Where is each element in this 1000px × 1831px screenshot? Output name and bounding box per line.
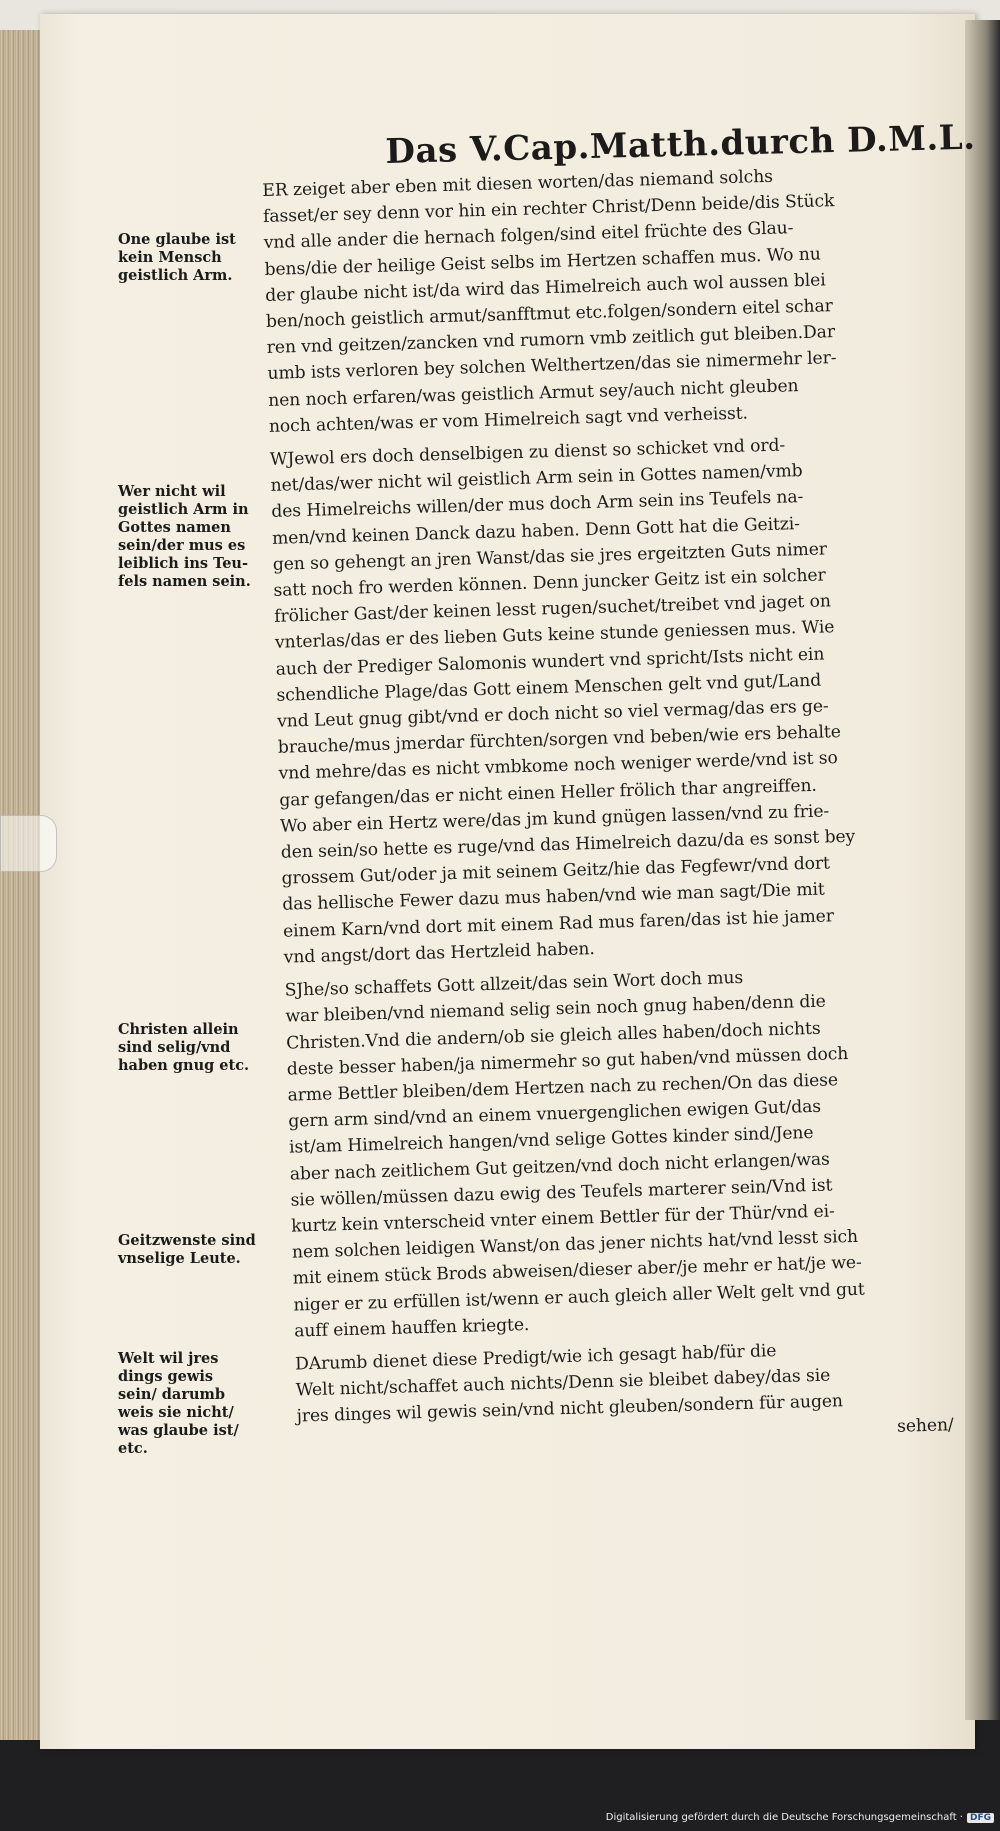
text-line: nem solchen leidigen Wanst/on das jener nichts hat/vnd lesst sich (291, 1226, 859, 1263)
text-line: jres dinges wil gewis sein/vnd nicht gleuben/sondern für augen (296, 1391, 844, 1427)
text-line: des Himelreichs willen/der mus doch Arm sein ins Teufels na- (271, 487, 804, 523)
text-line: vnd alle ander die hernach folgen/sind eitel früchte des Glau- (263, 218, 794, 254)
text-line: noch achten/was er vom Himelreich sagt vnd verheisst. (268, 403, 749, 437)
paragraph (262, 159, 964, 440)
text-line: sehen/ (896, 1414, 954, 1437)
text-line: WJewol ers doch denselbigen zu dienst so schicket vnd ord- (269, 435, 786, 470)
marginal-note-line: Christen allein (118, 1021, 239, 1038)
page-clip (0, 815, 57, 872)
text-line: ben/noch geistlich armut/sanfftmut etc.folgen/sondern eitel schar (265, 296, 834, 332)
text-line: vnd mehre/das es nicht vmbkome noch weniger werde/vnd ist so (278, 748, 839, 785)
paragraph (295, 1332, 993, 1456)
text-line: SJhe/so schaffets Gott allzeit/das sein Wort doch mus (284, 967, 744, 1001)
marginal-note-line: geistlich Arm. (118, 267, 233, 284)
marginal-note-line: vnselige Leute. (118, 1250, 241, 1267)
text-line: ist/am Himelreich hangen/vnd selige Gottes kinder sind/Jene (288, 1123, 814, 1158)
marginal-note-line: sein/der mus es (118, 537, 246, 554)
marginal-note-line: dings gewis (118, 1368, 214, 1385)
text-line: bens/die der heilige Geist selbs im Hertzen schaffen mus. Wo nu (264, 244, 821, 280)
text-line: gen so gehengt an jren Wanst/das sie jres ergeitzten Guts nimer (272, 539, 828, 575)
text-line: schendliche Plage/das Gott einem Menschen gelt vnd gut/Land (276, 670, 822, 706)
text-line: Wo aber ein Hertz were/das jm kund gnügen lassen/vnd zu frie- (279, 801, 830, 837)
text-line: den sein/so hette es ruge/vnd das Himelreich dazu/da es sonst bey (280, 826, 856, 863)
digitization-credit (606, 1812, 994, 1823)
text-line: fasset/er sey denn vor hin ein rechter Christ/Denn beide/dis Stück (262, 191, 835, 228)
paragraph (270, 428, 979, 971)
text-line: kurtz kein vnterscheid vnter einem Bettler für der Thür/vnd ei- (291, 1201, 835, 1237)
text-line: vnd angst/dort das Hertzleid haben. (283, 938, 595, 968)
text-line: aber nach zeitlichem Gut geitzen/vnd doch nicht erlangen/was (289, 1149, 830, 1185)
text-line: niger er zu erfüllen ist/wenn er auch gleich aller Welt gelt vnd gut (293, 1279, 865, 1316)
marginal-note-line: sein/ darumb (118, 1386, 225, 1403)
marginal-note-line: haben gnug etc. (118, 1057, 250, 1074)
text-line: satt noch fro werden können. Denn juncker Geitz ist ein solcher (273, 565, 826, 601)
marginal-note-line: Gottes namen (118, 519, 231, 536)
text-line: der glaube nicht ist/da wird das Himelreich auch wol aussen blei (265, 270, 826, 306)
marginal-note-line: One glaube ist (118, 231, 236, 248)
dfg-logo: DFG (967, 1813, 994, 1823)
text-line: Welt nicht/schaffet auch nichts/Denn sie bleibet dabey/das sie (295, 1365, 831, 1401)
text-line: arme Bettler bleiben/dem Hertzen nach zu rechen/On das diese (287, 1070, 839, 1106)
marginal-note-line: etc. (118, 1440, 148, 1457)
marginal-note (118, 1350, 258, 1458)
text-line: men/vnd keinen Danck dazu haben. Denn Gott hat die Geitzi- (271, 513, 801, 549)
text-line: nen noch erfaren/was geistlich Armut sey/auch nicht gleuben (267, 375, 799, 411)
text-line: vnd Leut gnug gibt/vnd er doch nicht so viel vermag/das ers ge- (276, 696, 829, 732)
text-line: deste besser haben/ja nimermehr so gut haben/vnd müssen doch (286, 1043, 849, 1080)
text-line: das hellische Fewer dazu mus haben/vnd wie man sagt/Die mit (282, 880, 826, 916)
marginal-note (118, 483, 258, 591)
marginal-note-line: Geitzwenste sind (118, 1232, 256, 1249)
text-line: einem Karn/vnd dort mit einem Rad mus faren/das ist hie jamer (282, 906, 835, 942)
text-line: auff einem hauffen kriegte. (293, 1314, 530, 1342)
marginal-note-line: kein Mensch (118, 249, 222, 266)
text-line: gar gefangen/das er nicht einen Heller frölich thar angreiffen. (279, 775, 818, 811)
text-line: vnterlas/das er des lieben Guts keine stunde geniessen mus. Wie (274, 617, 835, 654)
text-line: frölicher Gast/der keinen lesst rugen/suchet/treibet vnd jaget on (273, 591, 832, 628)
body-text (262, 159, 993, 1464)
text-line: gern arm sind/vnd an einem vnuergenglichen ewigen Gut/das (288, 1096, 822, 1132)
text-line: ER zeiget aber eben mit diesen worten/das niemand solchs (262, 166, 774, 201)
marginal-note-line: leiblich ins Teu- (118, 555, 248, 572)
text-line: brauche/mus jmerdar fürchten/sorgen vnd beben/wie ers behalte (277, 722, 842, 759)
text-line: mit einem stück Brods abweisen/dieser aber/je mehr er hat/je we- (292, 1253, 862, 1289)
marginal-note-line: Welt wil jres (118, 1350, 219, 1367)
text-line: DArumb dienet diese Predigt/wie ich gesagt hab/für die (294, 1341, 777, 1375)
marginal-note-line: sind selig/vnd (118, 1039, 231, 1056)
text-line: auch der Prediger Salomonis wundert vnd spricht/Ists nicht ein (275, 644, 825, 680)
text-line: umb ists verloren bey solchen Welthertzen/das sie nimermehr ler- (267, 348, 837, 385)
marginal-note (118, 1232, 258, 1268)
running-title: Das V.Cap.Matth.durch D.M.L. (385, 117, 976, 172)
text-line: ren vnd geitzen/zancken vnd rumorn vmb zeitlich gut bleiben.Dar (266, 322, 836, 359)
text-line: net/das/wer nicht wil geistlich Arm sein in Gottes namen/vmb (270, 461, 803, 497)
text-line: grossem Gut/oder ja mit seinem Geitz/hie das Fegfewr/vnd dort (281, 853, 831, 890)
credit-text: Digitalisierung gefördert durch die Deutsche Forschungsgemeinschaft · (605, 1812, 963, 1823)
marginal-note-line: fels namen sein. (118, 573, 251, 590)
text-line: war bleiben/vnd niemand selig sein noch gnug haben/denn die (285, 991, 826, 1027)
marginal-note-line: weis sie nicht/ (118, 1404, 234, 1421)
marginal-note-line: Wer nicht wil (118, 483, 226, 500)
marginal-note (118, 1021, 258, 1075)
marginal-note-line: geistlich Arm in (118, 501, 249, 518)
text-line: Christen.Vnd die andern/ob sie gleich alles haben/doch nichts (285, 1018, 821, 1054)
marginal-note (118, 231, 258, 285)
text-line: sie wöllen/müssen dazu ewig des Teufels marterer sein/Vnd ist (290, 1175, 833, 1211)
paragraph (284, 958, 989, 1344)
book-page-edges (0, 30, 41, 1740)
marginal-note-line: was glaube ist/ (118, 1422, 239, 1439)
